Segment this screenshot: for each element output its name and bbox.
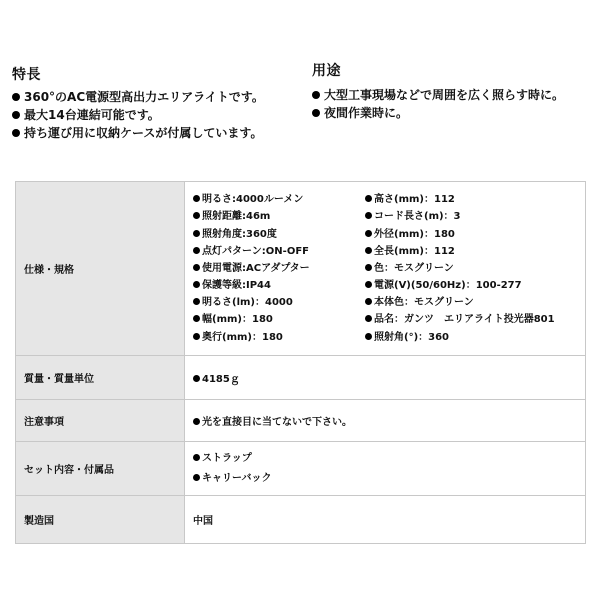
list-item: 品名：ガンツ エリアライト投光器801 <box>365 311 585 328</box>
uses-heading: 用途 <box>312 63 341 79</box>
list-item: 照射角度:360度 <box>193 226 365 243</box>
caution-label: 注意事項 <box>16 400 185 442</box>
bullet-icon <box>365 281 372 288</box>
list-item: 持ち運び用に収納ケースが付属しています。 <box>12 124 264 142</box>
list-item: 本体色：モスグリーン <box>365 294 585 311</box>
list-item: 照射距離:46m <box>193 208 365 225</box>
table-row <box>16 496 586 544</box>
bullet-icon <box>365 298 372 305</box>
list-item: 使用電源:ACアダプター <box>193 260 365 277</box>
bullet-icon <box>193 298 200 305</box>
bullet-icon <box>365 195 372 202</box>
list-item: キャリーバック <box>193 469 585 489</box>
bullet-icon <box>193 230 200 237</box>
list-item: 大型工事現場などで周囲を広く照らす時に。 <box>312 86 564 104</box>
specs-label: 仕様・規格 <box>16 182 185 356</box>
table-row <box>16 442 586 496</box>
weight-label: 質量・質量単位 <box>16 356 185 400</box>
list-item: 夜間作業時に。 <box>312 104 564 122</box>
bullet-icon <box>193 264 200 271</box>
list-item: 幅(mm)：180 <box>193 311 365 328</box>
spec-table <box>15 181 586 544</box>
list-item: コード長さ(m)：3 <box>365 208 585 225</box>
bullet-icon <box>312 91 320 99</box>
list-item: 外径(mm)：180 <box>365 226 585 243</box>
origin-label: 製造国 <box>16 496 185 544</box>
list-item: 照射角(°)：360 <box>365 329 585 346</box>
list-item: 360°のAC電源型高出力エリアライトです。 <box>12 88 264 106</box>
set-value <box>185 442 586 496</box>
bullet-icon <box>365 212 372 219</box>
list-item: 電源(V)(50/60Hz)：100-277 <box>365 277 585 294</box>
list-item: 保護等級:IP44 <box>193 277 365 294</box>
specs-left-column <box>193 191 365 346</box>
list-item: 最大14台連結可能です。 <box>12 106 264 124</box>
bullet-icon <box>12 93 20 101</box>
list-item: 明るさ(lm)：4000 <box>193 294 365 311</box>
bullet-icon <box>365 264 372 271</box>
bullet-icon <box>365 230 372 237</box>
bullet-icon <box>193 212 200 219</box>
features-list <box>12 88 264 142</box>
list-item: 高さ(mm)：112 <box>365 191 585 208</box>
list-item: 全長(mm)：112 <box>365 243 585 260</box>
bullet-icon <box>193 195 200 202</box>
bullet-icon <box>193 375 200 382</box>
bullet-icon <box>312 109 320 117</box>
bullet-icon <box>193 315 200 322</box>
table-row <box>16 400 586 442</box>
bullet-icon <box>193 247 200 254</box>
bullet-icon <box>365 247 372 254</box>
list-item: 点灯パターン:ON-OFF <box>193 243 365 260</box>
weight-value: 4185ｇ <box>185 356 586 400</box>
caution-value: 光を直接目に当てないで下さい。 <box>185 400 586 442</box>
list-item: 奥行(mm)：180 <box>193 329 365 346</box>
features-heading: 特長 <box>12 67 41 83</box>
table-row <box>16 356 586 400</box>
list-item: ストラップ <box>193 449 585 469</box>
bullet-icon <box>193 418 200 425</box>
specs-value <box>185 182 586 356</box>
bullet-icon <box>365 333 372 340</box>
specs-right-column <box>365 191 585 346</box>
origin-value: 中国 <box>185 496 586 544</box>
bullet-icon <box>193 333 200 340</box>
bullet-icon <box>12 111 20 119</box>
bullet-icon <box>193 281 200 288</box>
uses-list <box>312 86 564 122</box>
bullet-icon <box>193 474 200 481</box>
list-item: 明るさ:4000ルーメン <box>193 191 365 208</box>
list-item: 色：モスグリーン <box>365 260 585 277</box>
bullet-icon <box>193 454 200 461</box>
bullet-icon <box>12 129 20 137</box>
bullet-icon <box>365 315 372 322</box>
table-row <box>16 182 586 356</box>
set-label: セット内容・付属品 <box>16 442 185 496</box>
